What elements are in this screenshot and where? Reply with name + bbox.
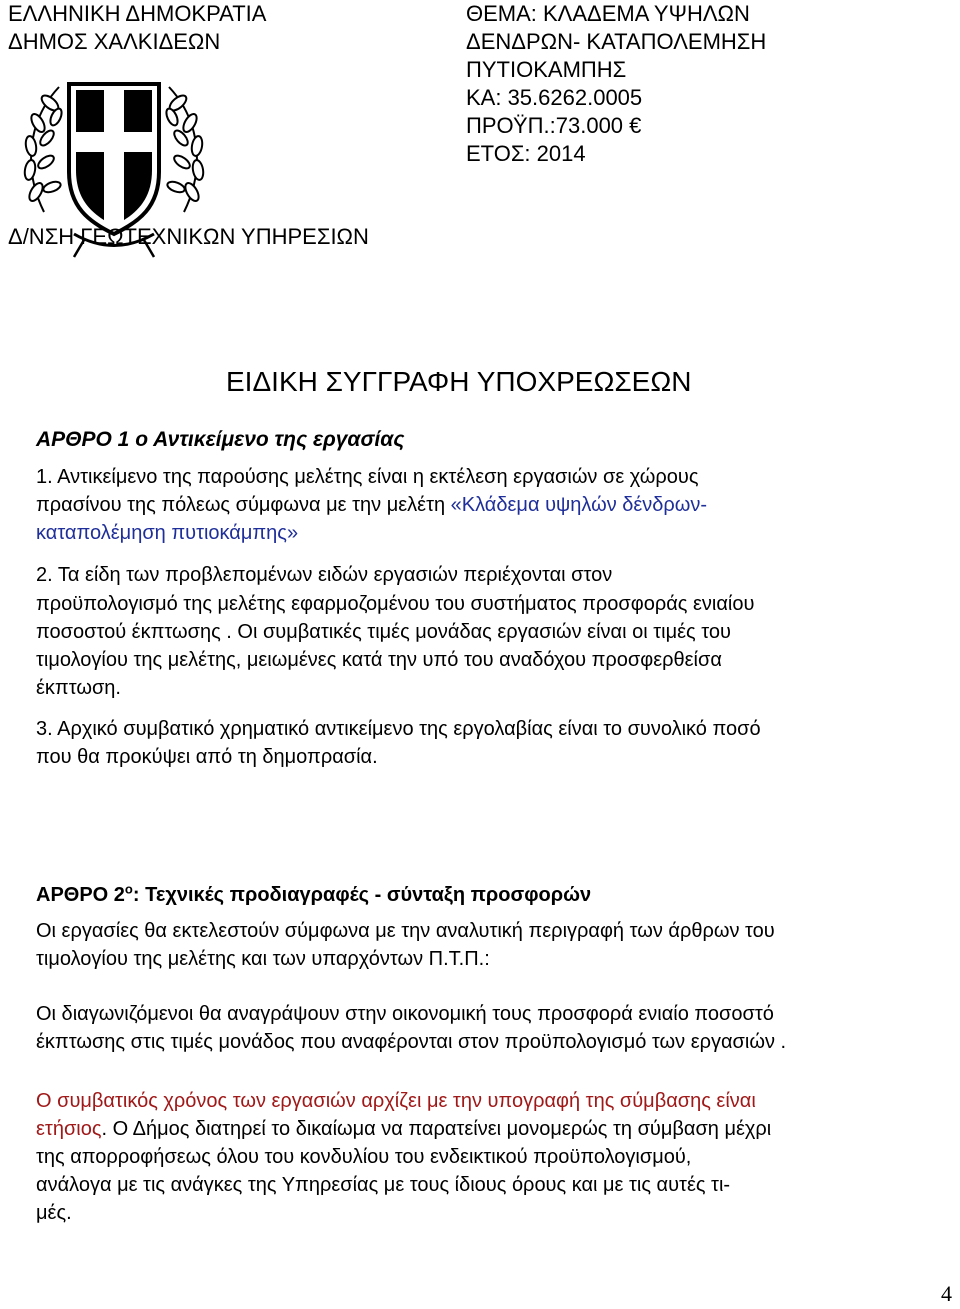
study-title-quote: «Κλάδεμα υψηλών δένδρων-: [445, 494, 708, 516]
study-title-quote: καταπολέμηση πυτιοκάμπης»: [36, 522, 299, 544]
article-2-heading: [36, 881, 592, 907]
header-right: [466, 0, 766, 168]
heading-ordinal: ο: [124, 881, 133, 897]
article-1-p3-line: 3. Αρχικό συμβατικό χρηματικό αντικείμενο της εργολαβίας είναι το συνολικό ποσό: [36, 718, 761, 740]
article-1-p2-line: τιμολογίου της μελέτης, μειωμένες κατά την υπό του αναδόχου προσφερθείσα: [36, 649, 722, 671]
department-name: Δ/ΝΣΗ ΓΕΩΤΕΧΝΙΚΩΝ ΥΠΗΡΕΣΙΩΝ: [8, 224, 369, 249]
municipality-name: ΔΗΜΟΣ ΧΑΛΚΙΔΕΩΝ: [8, 29, 221, 54]
budget-amount: ΠΡΟΫΠ.:73.000 €: [466, 113, 642, 138]
contract-duration-text: ετήσιος: [36, 1118, 102, 1140]
article-2-p2-line: Οι διαγωνιζόμενοι θα αναγράψουν στην οικονομική τους προσφορά ενιαίο ποσοστό: [36, 1003, 774, 1025]
article-1-heading: ΑΡΘΡΟ 1 ο Αντικείμενο της εργασίας: [36, 428, 405, 451]
budget-year: ΕΤΟΣ: 2014: [466, 141, 586, 166]
subject-line-2: ΔΕΝΔΡΩΝ- ΚΑΤΑΠΟΛΕΜΗΣΗ: [466, 29, 767, 54]
heading-text: : Τεχνικές προδιαγραφές - σύνταξη προσφορών: [132, 884, 592, 906]
page-number: 4: [941, 1281, 952, 1306]
article-1-p2-line: προϋπολογισμό της μελέτης εφαρμοζομένου του συστήματος προσφοράς ενιαίου: [36, 593, 755, 615]
text-span: . Ο Δήμος διατηρεί το δικαίωμα να παρατείνει μονομερώς τη σύμβαση μέχρι: [101, 1118, 772, 1140]
article-2-p3-line: ανάλογα με τις ανάγκες της Υπηρεσίας με τους ίδιους όρους και με τις αυτές τι-: [36, 1174, 731, 1196]
article-1-p2-line: έκπτωση.: [36, 677, 121, 699]
article-1-p2-line: 2. Τα είδη των προβλεπομένων ειδών εργασιών περιέχονται στον: [36, 564, 613, 586]
budget-code: ΚΑ: 35.6262.0005: [466, 85, 643, 110]
contract-duration-text: Ο συμβατικός χρόνος των εργασιών αρχίζει με την υπογραφή της σύμβασης είναι: [36, 1090, 756, 1112]
text-span: πρασίνου της πόλεως σύμφωνα με την μελέτη: [36, 494, 446, 516]
article-2-p1-line: Οι εργασίες θα εκτελεστούν σύμφωνα με την αναλυτική περιγραφή των άρθρων του: [36, 920, 775, 942]
article-1-p3-line: που θα προκύψει από τη δημοπρασία.: [36, 746, 378, 768]
heading-text: ΑΡΘΡΟ 2: [36, 884, 125, 906]
article-1-p1-line: 1. Αντικείμενο της παρούσης μελέτης είναι η εκτέλεση εργασιών σε χώρους: [36, 466, 699, 488]
article-2-p1-line: τιμολογίου της μελέτης και των υπαρχόντων Π.Τ.Π.:: [36, 948, 490, 970]
header-left: [8, 0, 266, 56]
article-1-p1-line: [36, 494, 707, 517]
article-1-p2-line: ποσοστού έκπτωσης . Οι συμβατικές τιμές μονάδας εργασιών είναι οι τιμές του: [36, 621, 731, 643]
country-name: ΕΛΛΗΝΙΚΗ ΔΗΜΟΚΡΑΤΙΑ: [8, 1, 267, 26]
article-2-p3-line: μές.: [36, 1202, 72, 1224]
subject-line-3: ΠΥΤΙΟΚΑΜΠΗΣ: [466, 57, 627, 82]
document-title: ΕΙΔΙΚΗ ΣΥΓΓΡΑΦΗ ΥΠΟΧΡΕΩΣΕΩΝ: [226, 366, 692, 397]
article-2-p3-line: της απορροφήσεως όλου του κονδυλίου του ενδεικτικού προϋπολογισμού,: [36, 1146, 692, 1168]
article-2-p2-line: έκπτωσης στις τιμές μονάδος που αναφέρονται στον προϋπολογισμό των εργασιών .: [36, 1031, 787, 1053]
subject-line-1: ΘΕΜΑ: ΚΛΑΔΕΜΑ ΥΨΗΛΩΝ: [466, 1, 750, 26]
article-2-p3-line: [36, 1118, 771, 1141]
